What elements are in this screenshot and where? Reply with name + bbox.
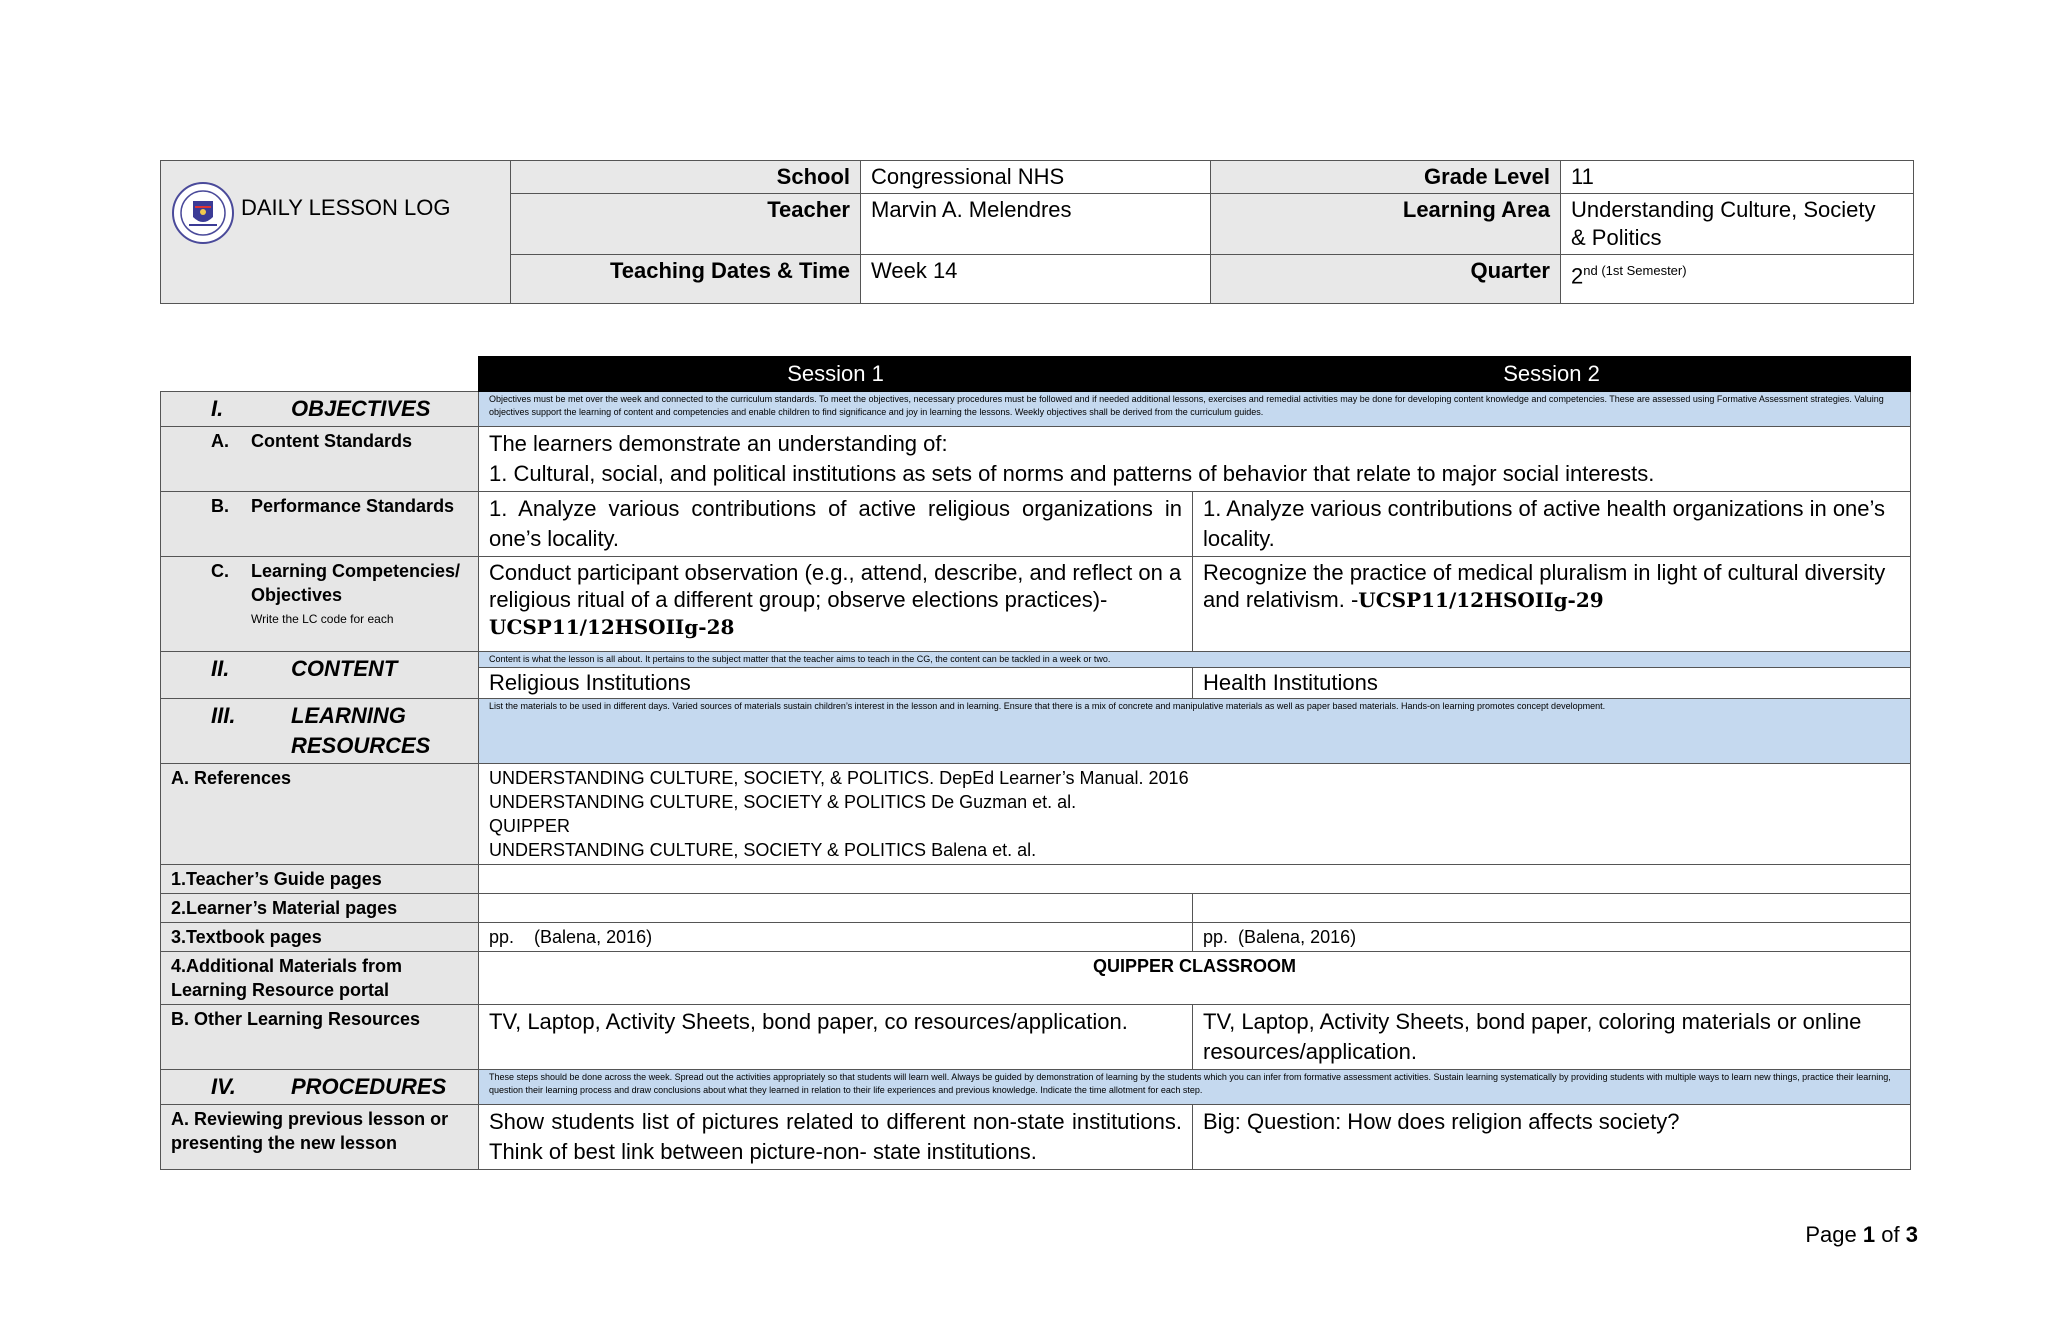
competencies-s2-code: UCSP11/12HSOIIg-29 xyxy=(1358,588,1604,612)
objectives-row xyxy=(161,392,1911,427)
competencies-label xyxy=(161,557,479,652)
review-label-line2: presenting the new lesson xyxy=(171,1133,398,1153)
logo-cell xyxy=(161,161,511,304)
school-label: School xyxy=(511,161,861,194)
content-standards-row xyxy=(161,427,1911,492)
page-of: of xyxy=(1881,1222,1900,1247)
content-num: II. xyxy=(211,656,230,681)
tg-label: 1.Teacher’s Guide pages xyxy=(161,865,479,894)
page-current: 1 xyxy=(1862,1222,1876,1247)
session-header-row xyxy=(161,357,1911,392)
additional-row xyxy=(161,952,1911,1005)
competencies-row xyxy=(161,557,1911,652)
content-note-row xyxy=(161,652,1911,668)
content-standards-line1: The learners demonstrate an understanding of: xyxy=(489,431,948,456)
content-standards-value xyxy=(479,427,1911,492)
school-value: Congressional NHS xyxy=(861,161,1211,194)
additional-label-line1: 4.Additional Materials from xyxy=(171,956,403,976)
lm-s2 xyxy=(1193,894,1911,923)
blank-corner xyxy=(161,357,479,392)
objectives-heading xyxy=(161,392,479,427)
quarter-value xyxy=(1561,255,1914,304)
procedures-note: These steps should be done across the week. Spread out the activities appropriately so that students will learn well. Always be guided by demonstration of learning by the students which you can infer from formative assessment activities. Sustain learning systematically by providing students with multiple ways to learn new things, practice their learning, question their learning process and draw conclusions about what they learned in relation to their life experiences and previous knowledge. Indicate the time allotment for each step. xyxy=(479,1070,1911,1105)
quarter-label: Quarter xyxy=(1211,255,1561,304)
resources-heading xyxy=(161,699,479,764)
deped-seal-icon xyxy=(171,181,235,245)
dates-value: Week 14 xyxy=(861,255,1211,304)
competencies-hint: Write the LC code for each xyxy=(251,612,394,626)
content-standards-text: Content Standards xyxy=(251,431,413,451)
page-prefix: Page xyxy=(1805,1222,1857,1247)
grade-value: 11 xyxy=(1561,161,1914,194)
review-s2: Big: Question: How does religion affects society? xyxy=(1193,1105,1911,1170)
other-s1: TV, Laptop, Activity Sheets, bond paper, co resources/application. xyxy=(479,1005,1193,1070)
competencies-line2: Objectives xyxy=(251,585,343,605)
content-note: Content is what the lesson is all about. It pertains to the subject matter that the teacher aims to teach in the CG, the content can be tackled in a week or two. xyxy=(479,652,1911,668)
header-table xyxy=(160,160,1914,304)
performance-standards-label xyxy=(161,492,479,557)
tg-value xyxy=(479,865,1911,894)
teacher-label: Teacher xyxy=(511,194,861,255)
procedures-row xyxy=(161,1070,1911,1105)
reference-item: UNDERSTANDING CULTURE, SOCIETY, & POLITICS. DepEd Learner’s Manual. 2016 xyxy=(489,768,1189,788)
document-title: DAILY LESSON LOG xyxy=(241,195,451,220)
competencies-s1 xyxy=(479,557,1193,652)
learning-area-value xyxy=(1561,194,1914,255)
competencies-letter: C. xyxy=(211,561,229,581)
resources-title-line2: RESOURCES xyxy=(291,733,431,758)
competencies-s1-code: UCSP11/12HSOIIg-28 xyxy=(489,615,735,639)
lesson-log-table xyxy=(160,356,1911,1170)
content-heading xyxy=(161,652,479,699)
learning-area-label: Learning Area xyxy=(1211,194,1561,255)
competencies-s1-text: Conduct participant observation (e.g., attend, describe, and reflect on a religious ritual of a different group; observe elections practices)- xyxy=(489,560,1182,612)
performance-letter: B. xyxy=(211,496,229,516)
additional-label-line2: Learning Resource portal xyxy=(171,980,390,1000)
grade-label: Grade Level xyxy=(1211,161,1561,194)
content-standards-letter: A. xyxy=(211,431,229,451)
textbook-s2: pp. (Balena, 2016) xyxy=(1193,923,1911,952)
reference-item: UNDERSTANDING CULTURE, SOCIETY & POLITICS De Guzman et. al. xyxy=(489,792,1077,812)
procedures-title: PROCEDURES xyxy=(291,1074,447,1099)
competencies-s2-text: Recognize the practice of medical pluralism in light of cultural diversity and relativism. - xyxy=(1203,560,1886,612)
resources-num: III. xyxy=(211,703,236,728)
other-resources-label: B. Other Learning Resources xyxy=(161,1005,479,1070)
learning-area-line2: & Politics xyxy=(1571,225,1662,250)
references-list xyxy=(479,764,1911,865)
tg-row xyxy=(161,865,1911,894)
content-s2: Health Institutions xyxy=(1193,668,1911,699)
resources-row xyxy=(161,699,1911,764)
session-2-header: Session 2 xyxy=(1193,357,1911,392)
session-1-header: Session 1 xyxy=(479,357,1193,392)
page-indicator xyxy=(1805,1222,1918,1248)
procedures-heading xyxy=(161,1070,479,1105)
other-s2: TV, Laptop, Activity Sheets, bond paper, coloring materials or online resources/application. xyxy=(1193,1005,1911,1070)
additional-label xyxy=(161,952,479,1005)
content-s1: Religious Institutions xyxy=(479,668,1193,699)
review-label-line1: A. Reviewing previous lesson or xyxy=(171,1109,449,1129)
textbook-label: 3.Textbook pages xyxy=(161,923,479,952)
objectives-note: Objectives must be met over the week and connected to the curriculum standards. To meet the objectives, necessary procedures must be followed and if needed additional lessons, exercises and remedial activities may be done for developing content knowledge and competencies. These are assessed using Formative Assessment strategies. Valuing objectives support the learning of content and competencies and enable children to find significance and joy in learning the lessons. Weekly objectives shall be derived from the curriculum guides. xyxy=(479,392,1911,427)
page-total: 3 xyxy=(1905,1222,1918,1247)
resources-title-line1: LEARNING xyxy=(291,703,406,728)
competencies-line1: Learning Competencies/ xyxy=(251,561,461,581)
lm-row xyxy=(161,894,1911,923)
performance-text: Performance Standards xyxy=(251,496,455,516)
reference-item: QUIPPER xyxy=(489,816,571,836)
review-row xyxy=(161,1105,1911,1170)
objectives-title: OBJECTIVES xyxy=(291,396,431,421)
procedures-num: IV. xyxy=(211,1074,236,1099)
textbook-row xyxy=(161,923,1911,952)
additional-value: QUIPPER CLASSROOM xyxy=(479,952,1911,1005)
lm-s1 xyxy=(479,894,1193,923)
content-standards-label xyxy=(161,427,479,492)
dates-label: Teaching Dates & Time xyxy=(511,255,861,304)
resources-note: List the materials to be used in different days. Varied sources of materials sustain children’s interest in the lesson and in learning. Ensure that there is a mix of concrete and manipulative materials as well as paper based materials. Hands-on learning promotes concept development. xyxy=(479,699,1911,764)
reference-item: UNDERSTANDING CULTURE, SOCIETY & POLITICS Balena et. al. xyxy=(489,840,1037,860)
teacher-value: Marvin A. Melendres xyxy=(861,194,1211,255)
references-row xyxy=(161,764,1911,865)
lm-label: 2.Learner’s Material pages xyxy=(161,894,479,923)
textbook-s1: pp. (Balena, 2016) xyxy=(479,923,1193,952)
learning-area-line1: Understanding Culture, Society xyxy=(1571,197,1876,222)
content-standards-line2: 1. Cultural, social, and political institutions as sets of norms and patterns of behavior that relate to major social interests. xyxy=(489,461,1655,486)
performance-s2: 1. Analyze various contributions of active health organizations in one’s locality. xyxy=(1193,492,1911,557)
review-label xyxy=(161,1105,479,1170)
objectives-num: I. xyxy=(211,396,224,421)
references-label: A. References xyxy=(161,764,479,865)
content-title: CONTENT xyxy=(291,656,398,681)
performance-standards-row xyxy=(161,492,1911,557)
quarter-suffix: nd (1st Semester) xyxy=(1583,263,1687,278)
review-s1: Show students list of pictures related to different non-state institutions. Think of best link between picture-non- state institutions. xyxy=(479,1105,1193,1170)
competencies-s2 xyxy=(1193,557,1911,652)
other-resources-row xyxy=(161,1005,1911,1070)
quarter-number: 2 xyxy=(1571,263,1584,289)
performance-s1: 1. Analyze various contributions of active religious organizations in one’s locality. xyxy=(479,492,1193,557)
